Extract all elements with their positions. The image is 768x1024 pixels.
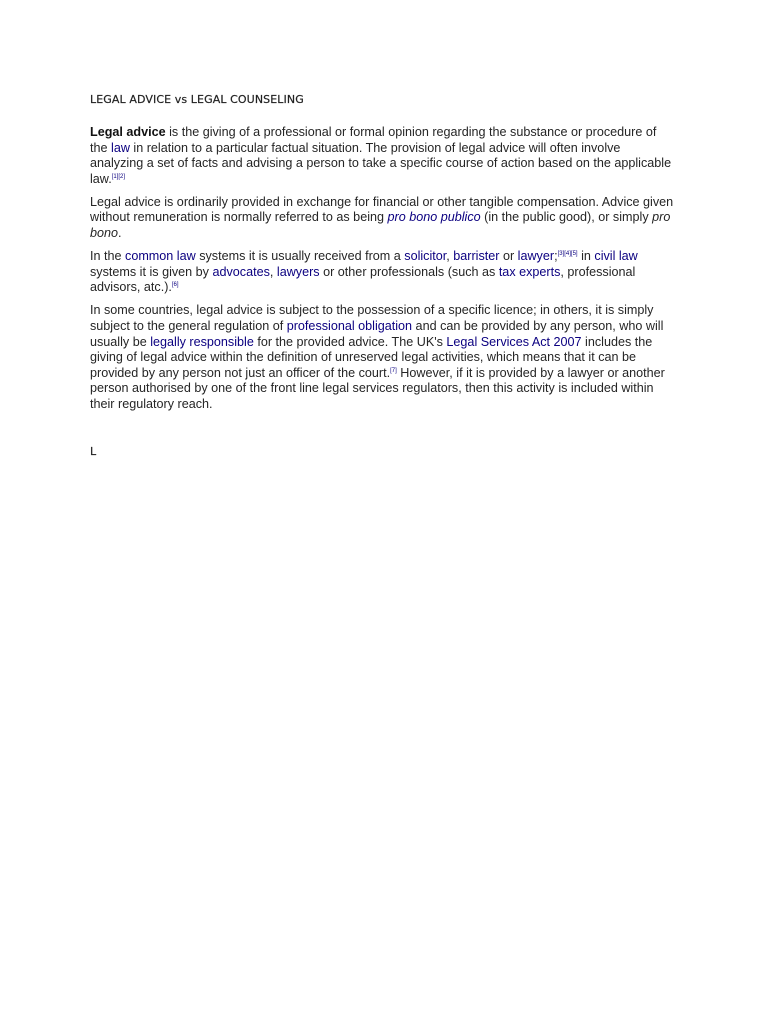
citation-3[interactable]: [3] bbox=[557, 251, 565, 258]
link-law[interactable]: law bbox=[111, 140, 130, 155]
link-lawyer[interactable]: lawyer bbox=[517, 249, 555, 264]
link-lawyers[interactable]: lawyers bbox=[276, 264, 320, 279]
link-civil-law[interactable]: civil law bbox=[594, 249, 638, 264]
term-legal-advice: Legal advice bbox=[90, 125, 166, 139]
citation-6[interactable]: [6] bbox=[171, 282, 179, 289]
paragraph-compensation: Legal advice is ordinarily provided in exchange for financial or other tangible compensation. Advice given without remuneration is normally referred to as being pro bono publico (in the public good), or simply pro bono. bbox=[90, 194, 674, 241]
paragraph-legal-systems: In the common law systems it is usually received from a solicitor, barrister or lawyer;[3][4][5] in civil law systems it is given by advocates, lawyers or other professionals (such as tax experts, professional advisors, atc.).[6] bbox=[90, 249, 638, 295]
paragraph-legal-advice-definition: Legal advice is the giving of a professional or formal opinion regarding the substance or procedure of the law in relation to a particular factual situation. The provision of legal advice will often involve analyzing a set of facts and advising a person to take a specific course of action based on the applicable law.[1][2] bbox=[90, 125, 672, 186]
link-professional-obligation[interactable]: professional obligation bbox=[286, 319, 413, 334]
citation-2[interactable]: [2] bbox=[118, 173, 126, 180]
link-legal-services-act-2007[interactable]: Legal Services Act 2007 bbox=[446, 334, 582, 349]
link-advocates[interactable]: advocates bbox=[212, 264, 270, 279]
citation-1[interactable]: [1] bbox=[111, 173, 119, 180]
link-solicitor[interactable]: solicitor bbox=[404, 249, 447, 264]
link-legally-responsible[interactable]: legally responsible bbox=[150, 334, 254, 349]
link-tax-experts[interactable]: tax experts bbox=[498, 264, 561, 279]
link-common-law[interactable]: common law bbox=[125, 249, 196, 264]
trailing-heading-fragment: L bbox=[90, 444, 97, 458]
link-pro-bono-publico[interactable]: pro bono publico bbox=[387, 210, 481, 225]
document-title: LEGAL ADVICE vs LEGAL COUNSELING bbox=[90, 93, 304, 106]
citation-4[interactable]: [4] bbox=[564, 251, 571, 258]
term-pro-bono: pro bono bbox=[90, 210, 671, 241]
citation-5[interactable]: [5] bbox=[570, 251, 578, 258]
citation-7[interactable]: [7] bbox=[390, 367, 397, 374]
link-barrister[interactable]: barrister bbox=[453, 249, 500, 264]
document-page bbox=[90, 92, 675, 458]
paragraph-licensing: In some countries, legal advice is subject to the possession of a specific licence; in others, it is simply subject to the general regulation of professional obligation and can be provided by any person, who will usually be legally responsible for the provided advice. The UK's Legal Services Act 2007 includes the giving of legal advice within the definition of unreserved legal activities, which means that it can be provided by any person not just an officer of the court.[7] However, if it is provided by a lawyer or another person authorised by one of the front line legal services regulators, then this activity is included within their regulatory reach. bbox=[90, 303, 665, 411]
